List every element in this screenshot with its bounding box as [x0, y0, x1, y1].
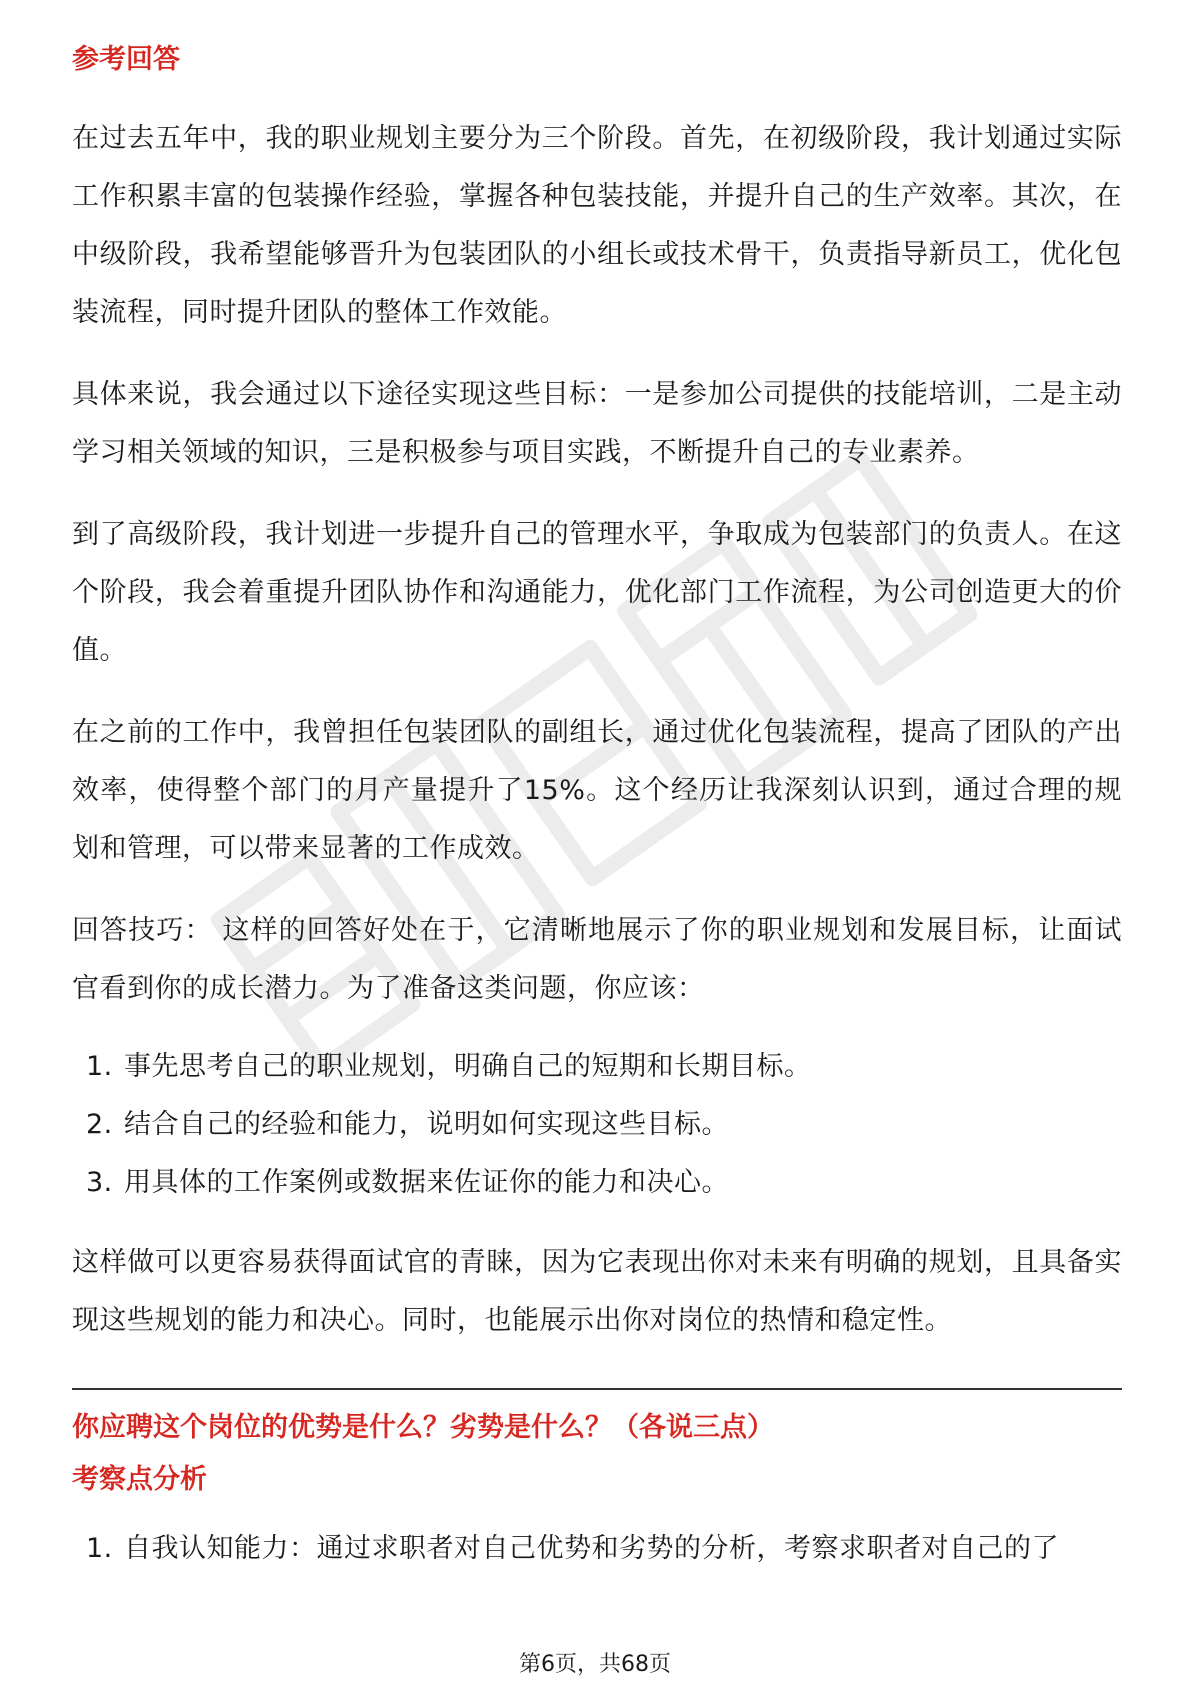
- answer-paragraph-3: 到了高级阶段，我计划进一步提升自己的管理水平，争取成为包装部门的负责人。在这个阶段，我会着重提升团队协作和沟通能力，优化部门工作流程，为公司创造更大的价值。: [72, 519, 1122, 666]
- list-number: 3.: [86, 1167, 113, 1198]
- page-footer: 第6页，共68页: [519, 1652, 671, 1677]
- question-heading: 你应聘这个岗位的优势是什么？劣势是什么？（各说三点）: [72, 1412, 774, 1443]
- list-item: [72, 1096, 1122, 1154]
- list-item: [72, 1154, 1122, 1212]
- list-number: 1.: [86, 1051, 113, 1082]
- list-item-text: 自我认知能力：通过求职者对自己优势和劣势的分析，考察求职者对自己的了: [124, 1533, 1059, 1564]
- list-item-text: 用具体的工作案例或数据来佐证你的能力和决心。: [124, 1167, 729, 1198]
- list-item: [72, 1520, 1122, 1578]
- list-number: 1.: [86, 1533, 113, 1564]
- list-item: [72, 1038, 1122, 1096]
- reference-answer-heading: 参考回答: [72, 44, 180, 75]
- answer-paragraph-2: 具体来说，我会通过以下途径实现这些目标：一是参加公司提供的技能培训，二是主动学习相关领域的知识，三是积极参与项目实践，不断提升自己的专业素养。: [72, 379, 1122, 468]
- analysis-heading: 考察点分析: [72, 1464, 207, 1495]
- answer-paragraph-1: 在过去五年中，我的职业规划主要分为三个阶段。首先，在初级阶段，我计划通过实际工作积累丰富的包装操作经验，掌握各种包装技能，并提升自己的生产效率。其次，在中级阶段，我希望能够晋升为包装团队的小组长或技术骨干，负责指导新员工，优化包装流程，同时提升团队的整体工作效能。: [72, 123, 1122, 328]
- list-item-text: 事先思考自己的职业规划，明确自己的短期和长期目标。: [124, 1051, 812, 1082]
- answer-paragraph-4: 在之前的工作中，我曾担任包装团队的副组长，通过优化包装流程，提高了团队的产出效率，使得整个部门的月产量提升了15%。这个经历让我深刻认识到，通过合理的规划和管理，可以带来显著的工作成效。: [72, 717, 1122, 864]
- list-item-text: 结合自己的经验和能力，说明如何实现这些目标。: [124, 1109, 729, 1140]
- answer-tips-intro: 回答技巧： 这样的回答好处在于，它清晰地展示了你的职业规划和发展目标，让面试官看到你的成长潜力。为了准备这类问题，你应该：: [72, 915, 1122, 1004]
- analysis-list: [72, 1520, 1122, 1578]
- list-number: 2.: [86, 1109, 113, 1140]
- tips-list: [72, 1038, 1122, 1212]
- closing-paragraph: 这样做可以更容易获得面试官的青睐，因为它表现出你对未来有明确的规划，且具备实现这些规划的能力和决心。同时，也能展示出你对岗位的热情和稳定性。: [72, 1247, 1122, 1336]
- document-page: [72, 40, 1122, 1578]
